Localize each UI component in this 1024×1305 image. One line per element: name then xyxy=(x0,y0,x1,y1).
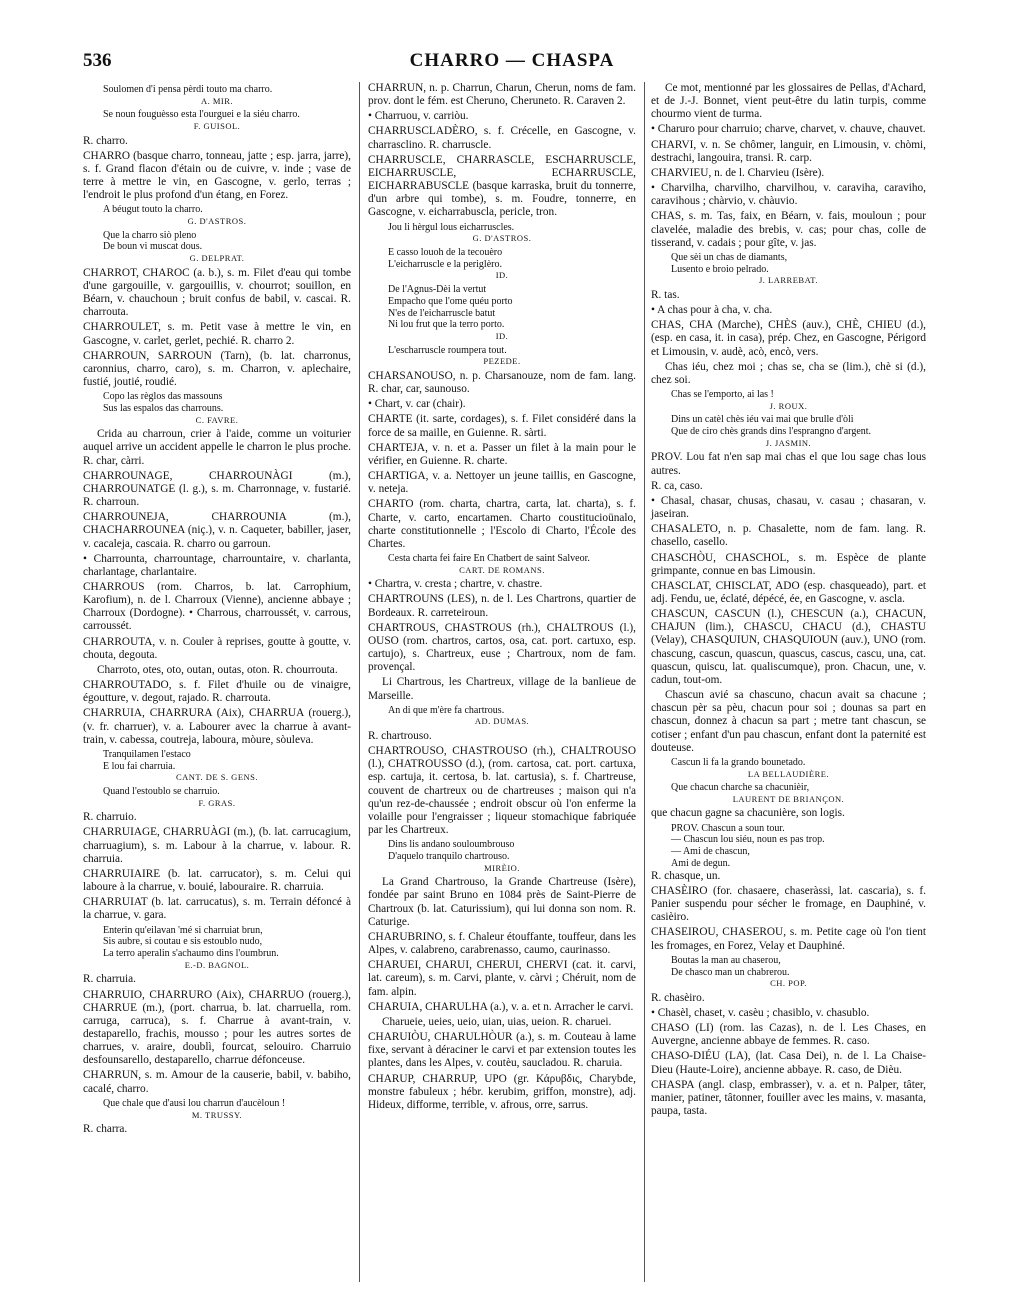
quotation: Boutas la man au chaserou, De chasco man un chabrerou. xyxy=(671,954,790,978)
dictionary-entry: R. charra. xyxy=(83,1123,128,1136)
dictionary-entry: CHARVI, v. n. Se chômer, languir, en Limousin, v. chòmi, destrachi, langouira, transi. R. carp. xyxy=(651,138,926,164)
attribution: J. ROUX. xyxy=(769,400,808,411)
example-text: La Grand Chartrouso, la Grande Chartreuse (Isère), fondée par saint Bruno en 1084 près de Saint-Pierre de Chartroux (b. lat. Caturissium), qui lui donna son nom. R. Caturige. xyxy=(368,876,636,928)
dictionary-entry: CHASALETO, n. p. Chasalette, nom de fam. lang. R. chasello, casello. xyxy=(651,523,926,549)
dictionary-entry: CHARROUS (rom. Charros, b. lat. Carrophium, Karofium), n. de l. Charroux (Vienne), ancienne abbaye ; Charroux (Dordogne). • Charrous, charroussét, v. carrous, carroussét. xyxy=(83,580,351,633)
dictionary-entry: R. chartrouso. xyxy=(368,729,432,742)
dictionary-entry: CHASÈIRO (for. chasaere, chaseràssi, lat. cascaria), s. f. Panier suspendu pour sécher le fromage, en Dauphiné, v. casièiro. xyxy=(651,884,926,924)
attribution: F. GRAS. xyxy=(198,797,236,808)
quotation: Enterin qu'eilavan 'mé si charruiat brun, Sis aubre, si coutau e sis estoublo nudo, La terro aperalin s'achaumo dins l'oumbrun. xyxy=(103,924,279,960)
dictionary-entry: CHARUIA, CHARULHA (a.), v. a. et n. Arracher le carvi. xyxy=(368,1000,634,1013)
attribution: J. JASMIN. xyxy=(765,437,812,448)
column-divider xyxy=(359,82,360,1282)
dictionary-entry: que chacun gagne sa chacunière, son logis. xyxy=(651,807,845,820)
dictionary-entry: CHARTROUSO, CHASTROUSO (rh.), CHALTROUSO (l.), CHATROUSSO (d.), (rom. cartosa, cat. port. cartuxa, esp. cartuja, it. certosa, b. lat. cartusia), s. f. Chartreuse, couvent de chartreux ou de chartreuses ; maison qui n'a qu'un rez-de-chaussée ; endroit obscur où l'on enferme la volaille pour l'engraisser ; liqueur stomachique fabriquée par les Chartreux. xyxy=(368,745,636,837)
dictionary-entry: CHARROT, CHAROC (a. b.), s. m. Filet d'eau qui tombe d'une gargouille, v. gargouillis, v. chourrot; souillon, en Béarn, v. chauchoun ; bruit confus de babil, v. cascai. R. charrouta. xyxy=(83,266,351,319)
dictionary-entry: CHASEIROU, CHASEROU, s. m. Petite cage où l'on tient les fromages, en Forez, Velay et Dauphiné. xyxy=(651,926,926,952)
quotation: Dins lis andano souloumbrouso D'aquelo tranquilo chartrouso. xyxy=(388,839,515,863)
dictionary-entry: • Chartra, v. cresta ; chartre, v. chastre. xyxy=(368,578,543,591)
quotation: An di que m'ère fa chartrous. xyxy=(388,704,505,716)
example-text: Charueie, ueies, ueio, uian, uias, ueion. R. charuei. xyxy=(382,1015,612,1028)
dictionary-entry: CHASO (LI) (rom. las Cazas), n. de l. Les Chases, en Auvergne, ancienne abbaye de femmes. R. caso. xyxy=(651,1022,926,1048)
column-middle xyxy=(368,82,636,1114)
quotation: Que chacun charche sa chacunièir, xyxy=(671,782,810,794)
dictionary-entry: CHARRUIO, CHARRURO (Aix), CHARRUO (rouerg.), CHARRUE (m.), (port. charrua, b. lat. charruella, rom. carruga, carruca), s. f. Charrue à avant-train, v. destaparello, frachis, mousso ; pour les autres sortes de charrues, v. araire, doublì, fourcat, selouiro. Charruio desfounsarello, destaparello, charrue défonceuse. xyxy=(83,988,351,1067)
dictionary-entry: • Charvilha, charvilho, charvilhou, v. caraviha, caraviho, caravihous ; chàrvio, v. chàuvio. xyxy=(651,182,926,208)
quotation: De l'Agnus-Dèi la vertut Empacho que l'ome quéu porto N'es de l'eicharruscle batut Ni lou frut que la terro porto. xyxy=(388,283,513,331)
attribution: ID. xyxy=(495,270,509,281)
dictionary-entry: CHARTO (rom. charta, chartra, carta, lat. charta), s. f. Charte, v. carto, encartamen. Charto coustitucioünalo, charte constitutionnelle ; l'Escolo di Charto, l'École des Chartes. xyxy=(368,498,636,550)
example-text: Crida au charroun, crier à l'aide, comme un voiturier auquel arrive un accident appelle le charron le plus proche. R. char, càrri. xyxy=(83,428,351,467)
dictionary-entry: R. ca, caso. xyxy=(651,479,703,492)
dictionary-entry: R. tas. xyxy=(651,288,680,301)
dictionary-entry: PROV. Lou fat n'en sap mai chas el que lou sage chas lous autres. xyxy=(651,451,926,477)
dictionary-entry: CHASO-DIÉU (LA), (lat. Casa Dei), n. de l. La Chaise-Dieu (Haute-Loire), ancienne abbaye. R. caso, de Dièu. xyxy=(651,1050,926,1076)
dictionary-entry: CHARRUN, n. p. Charrun, Charun, Cherun, noms de fam. prov. dont le fém. est Cheruno, Cheruneto. R. Caraven 2. xyxy=(368,82,636,108)
dictionary-entry: CHARUIÒU, CHARULHÒUR (a.), s. m. Couteau à lame fixe, servant à déraciner le carvi et par extension toutes les plantes, dans les Alpes, v. coutèu, saucladou. R. charuia. xyxy=(368,1031,636,1070)
dictionary-entry: CHARTROUNS (LES), n. de l. Les Chartrons, quartier de Bordeaux. R. carreteiroun. xyxy=(368,593,636,619)
attribution: MIRÈIO. xyxy=(484,862,520,873)
page-number: 536 xyxy=(83,50,112,71)
quotation: L'escharruscle roumpera tout. xyxy=(388,344,507,356)
dictionary-entry: CHASCHÒU, CHASCHOL, s. m. Espèce de plante grimpante, connue en bas Limousin. xyxy=(651,551,926,577)
dictionary-entry: CHARTE (it. sarte, cordages), s. f. Filet considéré dans la force de sa maille, en Guienne. R. sàrti. xyxy=(368,413,636,439)
attribution: G. D'ASTROS. xyxy=(472,233,532,244)
attribution: LAURENT DE BRIANÇON. xyxy=(732,793,845,804)
attribution: CH. POP. xyxy=(770,978,807,989)
dictionary-entry: CHARRUSCLADÈRO, s. f. Crécelle, en Gascogne, v. charrasclino. R. charruscle. xyxy=(368,125,636,151)
dictionary-entry: CHARSANOUSO, n. p. Charsanouze, nom de fam. lang. R. char, car, saunouso. xyxy=(368,369,636,396)
dictionary-entry: • Chart, v. car (chair). xyxy=(368,398,466,411)
column-divider xyxy=(644,82,645,1282)
attribution: C. FAVRE. xyxy=(195,414,239,425)
dictionary-entry: • Charruou, v. carriòu. xyxy=(368,110,469,123)
dictionary-entry: • A chas pour à cha, v. cha. xyxy=(651,304,773,317)
dictionary-entry: CHARTEJA, v. n. et a. Passer un filet à la main pour le vérifier, en Guienne. R. charte. xyxy=(368,441,636,467)
attribution: A. MIR. xyxy=(200,95,234,106)
dictionary-entry: CHARTROUS, CHASTROUS (rh.), CHALTROUS (l.), OUSO (rom. chartros, cartos, osa, cat. port. cartuxo, esp. cartujo), s. Chartreux, euse ; Chartroux, nom de fam. provençal. xyxy=(368,621,636,674)
quotation: A béugut touto la charro. xyxy=(103,204,203,216)
quotation: Jou li hèrgul lous eicharruscles. xyxy=(388,221,515,233)
dictionary-entry: CHARROUNEJA, CHARROUNIA (m.), CHACHARROUNEA (niç.), v. n. Caqueter, babiller, jaser, v. cacaleja, cascaia. R. charro ou garroun. xyxy=(83,511,351,550)
example-text: Li Chartrous, les Chartreux, village de la banlieue de Marseille. xyxy=(368,676,636,702)
column-right xyxy=(651,82,926,1120)
quotation: Copo las règlos das massouns Sus las espalos das charrouns. xyxy=(103,391,224,414)
dictionary-entry: CHAS, CHA (Marche), CHÈS (auv.), CHÈ, CHIEU (d.), (esp. en casa, it. in casa), prép. Chez, en Gascogne, Périgord et Limousin, v. audè, acò, encò, vers. xyxy=(651,319,926,358)
dictionary-entry: CHARROUTA, v. n. Couler à reprises, goutte à goutte, v. chouta, degouta. xyxy=(83,635,351,661)
dictionary-entry: CHARROUN, SARROUN (Tarn), (b. lat. charronus, caronnius, charro, caro), s. m. Charron, v. aplechaire, fustié, joutié, roudié. xyxy=(83,349,351,389)
dictionary-entry: CHARRUIAIRE (b. lat. carrucator), s. m. Celui qui laboure à la charrue, v. bouié, labouraire. R. charruia. xyxy=(83,867,351,894)
quotation: Que sèi un chas de diamants, Lusento e broio pelrado. xyxy=(671,251,788,275)
quotation: Que chale que d'ausi lou charrun d'aucèloun ! xyxy=(103,1097,286,1109)
dictionary-entry: • Charuro pour charruio; charve, charvet, v. chauve, chauvet. xyxy=(651,123,926,136)
attribution: ID. xyxy=(495,331,509,342)
page-header xyxy=(0,0,1024,78)
attribution: AD. DUMAS. xyxy=(474,716,530,727)
attribution: J. LARREBAT. xyxy=(759,275,818,286)
attribution: E.-D. BAGNOL. xyxy=(184,959,250,970)
dictionary-entry: CHARROUNAGE, CHARROUNÀGI (m.), CHARROUNATGE (l. g.), s. m. Charronnage, v. fustarié. R. charroun. xyxy=(83,469,351,509)
dictionary-entry: CHARRO (basque charro, tonneau, jatte ; esp. jarra, jarre), s. f. Grand flacon d'étain ou de cuivre, v. inde ; vase de terre à mettre le vin, en Gascogne, v. gerlo, terras ; l'endroit le plus profond d'un étang, en Forez. xyxy=(83,149,351,202)
dictionary-entry: R. charruio. xyxy=(83,811,137,824)
dictionary-entry: CHARRUIAGE, CHARRUÀGI (m.), (b. lat. carrucagium, charruagium), s. m. Labour à la charrue, v. labour. R. charruia. xyxy=(83,826,351,865)
dictionary-entry: R. charro. xyxy=(83,134,128,147)
dictionary-entry: CHARRUN, s. m. Amour de la causerie, babil, v. babiho, cacalé, charro. xyxy=(83,1069,351,1095)
dictionary-entry: CHAS, s. m. Tas, faix, en Béarn, v. fais, mouloun ; pour clavelée, maladie des brebis, v. cas; pour chas, colle de tisserand, v. cadais ; pour gîte, v. jas. xyxy=(651,210,926,249)
dictionary-entry: R. chasque, un. xyxy=(651,869,721,882)
dictionary-entry: CHARRUIAT (b. lat. carrucatus), s. m. Terrain défoncé à la charrue, v. gara. xyxy=(83,896,351,922)
dictionary-entry: CHARUP, CHARRUP, UPO (gr. Κάρυβδις, Charybde, monstre fabuleux ; hébr. kerubim, griffon, monstre), adj. Hideux, difforme, terrible, v. afrous, orre, sarrus. xyxy=(368,1072,636,1111)
attribution: G. D'ASTROS. xyxy=(187,216,247,227)
quotation: Dins un catèl chès iéu vai mai que brulle d'òli Que de ciro chès grands dins l'esprangno d'argent. xyxy=(671,414,872,438)
quotation: PROV. Chascun a soun tour. — Chascun lou siéu, noun es pas trop. — Ami de chascun, Ami de degun. xyxy=(671,822,825,870)
quotation: Que la charro siò pleno De boun vi muscat dous. xyxy=(103,229,203,253)
attribution: PEZEDE. xyxy=(483,356,521,367)
quotation: Chas se l'emporto, ai las ! xyxy=(671,389,774,401)
example-text: Ce mot, mentionné par les glossaires de Pellas, d'Achard, et de J.-J. Bonnet, vient peut-être du latin turpis, comme chourmo vient de turma. xyxy=(651,82,926,121)
dictionary-entry: CHARROULET, s. m. Petit vase à mettre le vin, en Gascogne, v. carlet, gerlet, pechié. R. charro 2. xyxy=(83,321,351,347)
dictionary-entry: • Chasal, chasar, chusas, chasau, v. casau ; chasaran, v. jaseiran. xyxy=(651,494,926,521)
example-text: Chascun avié sa chascuno, chacun avait sa chacune ; chascun pèr sa pèu, chacun pour soi ; dounas sa part en chascun, donnez à chacun sa part ; metre tant chascun, se cotiser ; enfant d'un pau chascun, enfant dont la paternité est douteuse. xyxy=(651,689,926,754)
dictionary-entry: • Chasèl, chaset, v. casèu ; chasiblo, v. chasublo. xyxy=(651,1007,870,1020)
quotation: Cesta charta fei faire En Chatbert de saint Salveor. xyxy=(388,552,590,564)
dictionary-entry: • Charrounta, charrountage, charrountaire, v. charlanta, charlantage, charlantaire. xyxy=(83,552,351,578)
dictionary-entry: R. chasèiro. xyxy=(651,991,705,1004)
attribution: CANT. DE S. GENS. xyxy=(175,772,258,783)
attribution: CART. DE ROMANS. xyxy=(459,564,545,575)
attribution: LA BELLAUDIÈRE. xyxy=(747,768,830,779)
attribution: M. TRUSSY. xyxy=(191,1109,243,1120)
dictionary-entry: CHARVIEU, n. de l. Charvieu (Isère). xyxy=(651,166,825,179)
dictionary-entry: CHASCUN, CASCUN (l.), CHESCUN (a.), CHACUN, CHAJUN (lim.), CHASCU, CHACU (d.), CHASTU (Velay), CHASQUIUN, CHASQUIOUN (auv.), UNO (rom. chascung, cascun, quascun, quascus, cascus, cascu, una, cat. quascun, quiscu, lat. qualiscumque), pron. Chacun, une, v. cadun, tout-om. xyxy=(651,608,926,686)
page-title: CHARRO — CHASPA xyxy=(409,50,615,71)
dictionary-entry: CHASCLAT, CHISCLAT, ADO (esp. chasqueado), part. et adj. Fendu, ue, éclaté, dépécé, ée, en Gascogne, v. ascla. xyxy=(651,579,926,606)
attribution: G. DELPRAT. xyxy=(189,253,245,264)
quotation: Se noun fouguèsso esta l'ourguei e la siéu charro. xyxy=(103,109,300,121)
dictionary-entry: CHARRUIA, CHARRURA (Aix), CHARRUA (rouerg.), (v. fr. charruer), v. a. Labourer avec la charrue à avant-train, v. cabessa, coutreja, laboura, mòure, sòuleva. xyxy=(83,707,351,746)
dictionary-entry: CHASPA (angl. clasp, embrasser), v. a. et n. Palper, tâter, manier, patiner, tâtonner, fouiller avec les mains, v. masanta, paupa, tasta. xyxy=(651,1078,926,1118)
dictionary-entry: CHARRUSCLE, CHARRASCLE, ESCHARRUSCLE, EICHARRUSCLE, ECHARRUSCLE, EICHARRABUSCLE (basque karraska, bruit du tonnerre, d'un arbre qui tombe), s. m. Foudre, tonnerre, en Gascogne, v. eicharrabuscla, pericle, tron. xyxy=(368,153,636,219)
dictionary-entry: CHARUBRINO, s. f. Chaleur étouffante, touffeur, dans les Alpes, v. calabreno, carabrenasso, caumo, caurinasso. xyxy=(368,930,636,957)
dictionary-entry: CHARROUTADO, s. f. Filet d'huile ou de vinaigre, égoutture, v. degout, rajado. R. charrouta. xyxy=(83,679,351,705)
example-text: Charroto, otes, oto, outan, outas, oton. R. chourrouta. xyxy=(97,663,338,676)
example-text: Chas iéu, chez moi ; chas se, cha se (lim.), chè si (d.), chez soi. xyxy=(651,360,926,386)
quotation: Cascun li fa la grando bounetado. xyxy=(671,756,806,768)
dictionary-entry: R. charruia. xyxy=(83,973,137,986)
dictionary-entry: CHARUEI, CHARUI, CHERUI, CHERVI (cat. it. carvi, lat. careum), s. m. Carvi, plante, v. càrvi ; Chéruit, nom de fam. alpin. xyxy=(368,959,636,998)
quotation: Tranquilamen l'estaco E lou fai charruia. xyxy=(103,748,191,772)
column-left xyxy=(83,82,351,1138)
attribution: F. GUISOL. xyxy=(193,121,241,132)
quotation: Quand l'estoublo se charruio. xyxy=(103,785,220,797)
dictionary-entry: CHARTIGA, v. a. Nettoyer un jeune taillis, en Gascogne, v. neteja. xyxy=(368,470,636,496)
quotation: Soulomen d'i pensa pèrdi touto ma charro. xyxy=(103,84,273,95)
quotation: E casso louoh de la tecouèro L'eicharruscle e la periglèro. xyxy=(388,246,503,270)
